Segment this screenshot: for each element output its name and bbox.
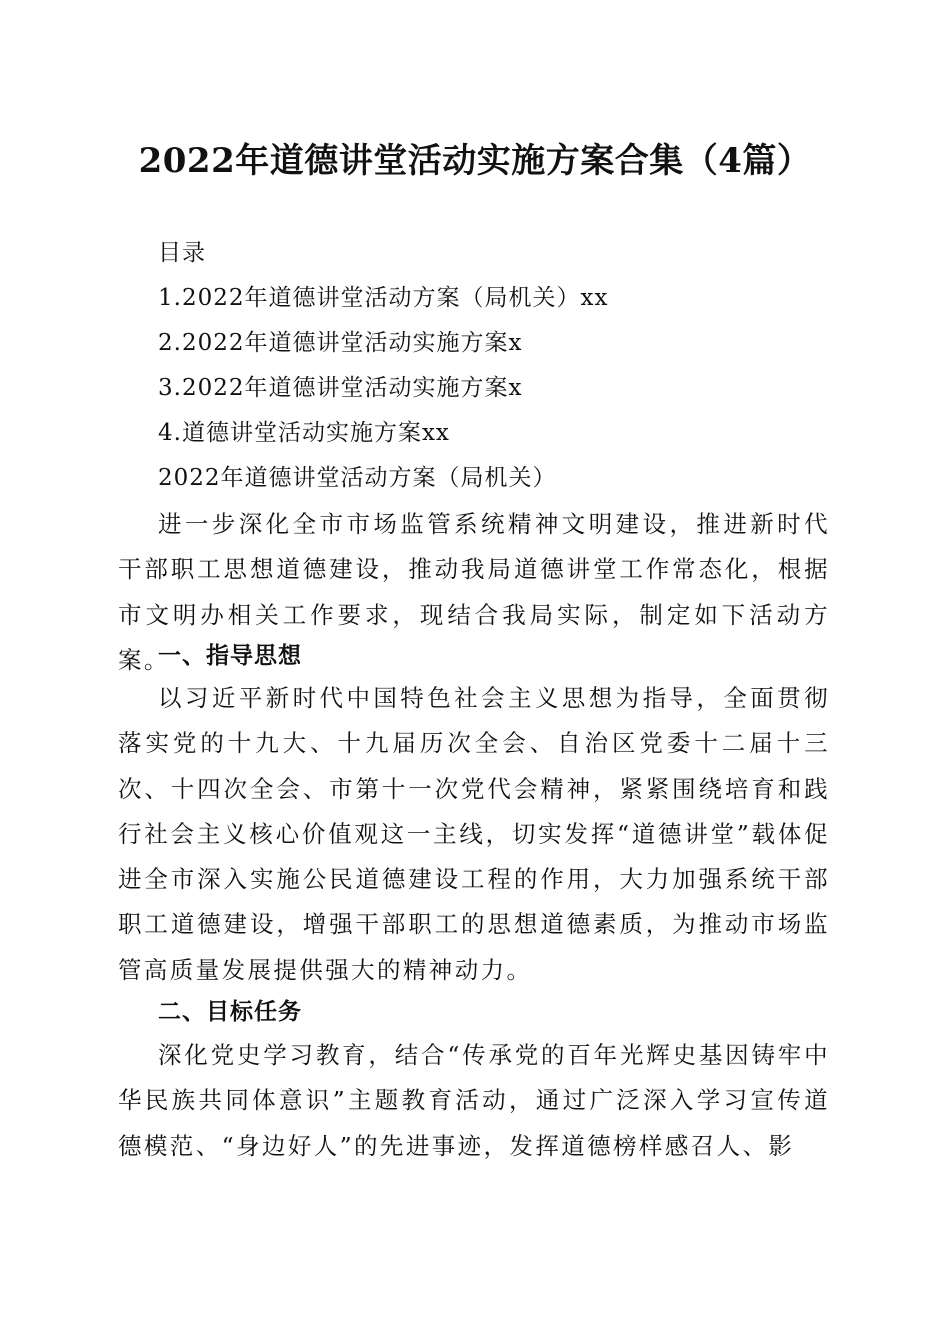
intro-paragraph: 进一步深化全市市场监管系统精神文明建设，推进新时代干部职工思想道德建设，推动我局道德讲堂工作常态化，根据市文明办相关工作要求，现结合我局实际，制定如下活动方案。 xyxy=(118,510,830,674)
section-heading-guiding-ideology: 一、指导思想 xyxy=(158,643,302,669)
section-paragraph-goals-tasks: 深化党史学习教育，结合“传承党的百年光辉史基因铸牢中华民族共同体意识”主题教育活动，通过广泛深入学习宣传道德模范、“身边好人”的先进事迹，发挥道德榜样感召人、影 xyxy=(118,1041,830,1160)
toc-label: 目录 xyxy=(158,240,206,266)
document-subtitle: 2022年道德讲堂活动方案（局机关） xyxy=(158,465,557,491)
toc-item-1: 1.2022年道德讲堂活动方案（局机关）xx xyxy=(158,285,609,311)
section-paragraph-guiding-ideology: 以习近平新时代中国特色社会主义思想为指导，全面贯彻落实党的十九大、十九届历次全会、自治区党委十二届十三次、十四次全会、市第十一次党代会精神，紧紧围绕培育和践行社会主义核心价值观这一主线，切实发挥“道德讲堂”载体促进全市深入实施公民道德建设工程的作用，大力加强系统干部职工道德建设，增强干部职工的思想道德素质，为推动市场监管高质量发展提供强大的精神动力。 xyxy=(118,684,830,984)
toc-item-4: 4.道德讲堂活动实施方案xx xyxy=(158,420,450,446)
toc-item-3: 3.2022年道德讲堂活动实施方案x xyxy=(158,375,523,401)
toc-item-2: 2.2022年道德讲堂活动实施方案x xyxy=(158,330,523,356)
section-heading-goals-tasks: 二、目标任务 xyxy=(158,999,302,1025)
document-title: 2022年道德讲堂活动实施方案合集（4篇） xyxy=(138,141,812,181)
